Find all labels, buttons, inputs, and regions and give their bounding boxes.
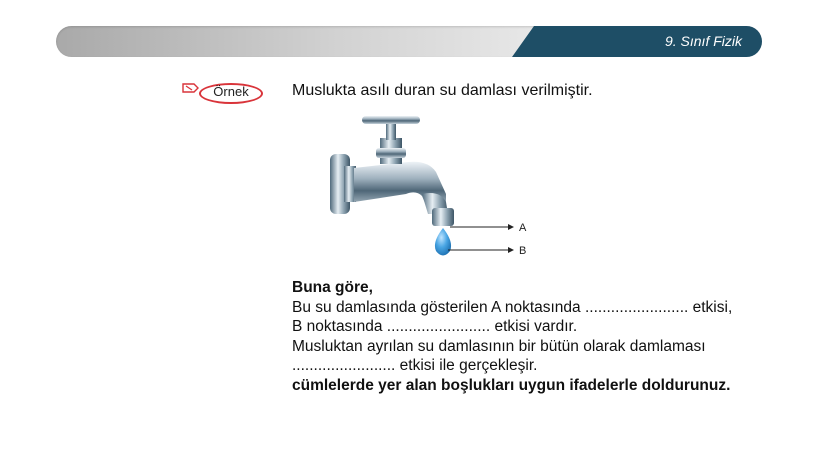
faucet-icon: [330, 116, 454, 226]
arrow-right-icon: [448, 224, 514, 253]
question-block: [292, 278, 732, 395]
faucet-figure: [328, 110, 538, 262]
example-badge: [182, 81, 266, 103]
question-line-4: ........................ etkisi ile gerçekleşir.: [292, 357, 538, 374]
question-instruction: cümlelerde yer alan boşlukları uygun ifadelerle doldurunuz.: [292, 376, 731, 394]
question-line-1: Bu su damlasında gösterilen A noktasında ........................ etkisi,: [292, 298, 733, 316]
question-heading: Buna göre,: [292, 279, 373, 296]
label-b: B: [519, 245, 527, 257]
header-bar: [56, 26, 762, 57]
question-line-3: Musluktan ayrılan su damlasının bir bütün olarak damlaması: [292, 337, 706, 355]
header-title: 9. Sınıf Fizik: [664, 33, 742, 49]
label-a: A: [519, 222, 527, 234]
badge-label: Örnek: [213, 84, 249, 99]
pencil-icon: [182, 81, 200, 95]
water-drop-icon: [435, 228, 451, 256]
example-intro: Muslukta asılı duran su damlası verilmiştir.: [292, 82, 593, 99]
question-line-2: B noktasında ........................ etkisi vardır.: [292, 318, 578, 335]
